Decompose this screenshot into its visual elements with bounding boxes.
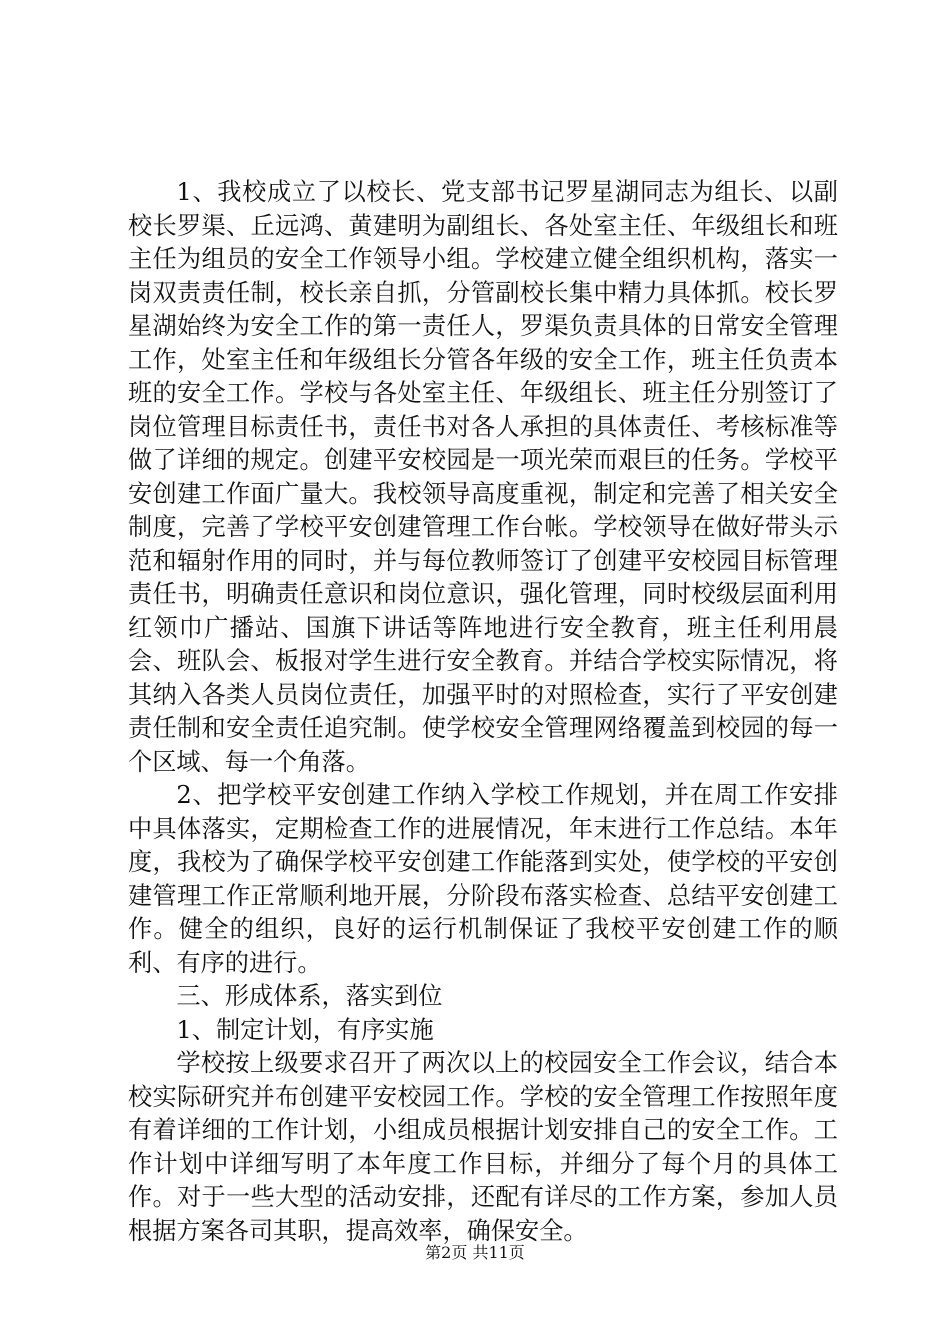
paragraph-work-plan: 2、把学校平安创建工作纳入学校工作规划，并在周工作安排中具体落实，定期检查工作的进展情况，年末进行工作总结。本年度，我校为了确保学校平安创建工作能落到实处，使学校的平安创建管理工作正常顺利地开展，分阶段布落实检查、总结平安创建工作。健全的组织，良好的运行机制保证了我校平安创建工作的顺利、有序的进行。 [128,781,838,977]
paragraph-leadership-group: 1、我校成立了以校长、党支部书记罗星湖同志为组长、以副校长罗渠、丘远鸿、黄建明为副组长、各处室主任、年级组长和班主任为组员的安全工作领导小组。学校建立健全组织机构，落实一岗双责责任制，校长亲自抓，分管副校长集中精力具体抓。校长罗星湖始终为安全工作的第一责任人，罗渠负责具体的日常安全管理工作，处室主任和年级组长分管各年级的安全工作，班主任负责本班的安全工作。学校与各处室主任、年级组长、班主任分别签订了岗位管理目标责任书，责任书对各人承担的具体责任、考核标准等做了详细的规定。创建平安校园是一项光荣而艰巨的任务。学校平安创建工作面广量大。我校领导高度重视，制定和完善了相关安全制度，完善了学校平安创建管理工作台帐。学校领导在做好带头示范和辐射作用的同时，并与每位教师签订了创建平安校园目标管理责任书，明确责任意识和岗位意识，强化管理，同时校级层面利用红领巾广播站、国旗下讲话等阵地进行安全教育，班主任利用晨会、班队会、板报对学生进行安全教育。并结合学校实际情况，将其纳入各类人员岗位责任，加强平时的对照检查，实行了平安创建责任制和安全责任追究制。使学校安全管理网络覆盖到校园的每一个区域、每一个角落。 [128,178,838,776]
section-heading-system: 三、形成体系，落实到位 [176,982,443,1010]
page-number-footer: 第2页 共11页 [425,1243,525,1262]
document-body [128,176,838,1248]
paragraph-safety-meetings: 学校按上级要求召开了两次以上的校园安全工作会议，结合本校实际研究并布创建平安校园工作。学校的安全管理工作按照年度有着详细的工作计划，小组成员根据计划安排自己的安全工作。工作计划中详细写明了本年度工作目标，并细分了每个月的具体工作。对于一些大型的活动安排，还配有详尽的工作方案，参加人员根据方案各司其职，提高效率，确保安全。 [128,1049,838,1245]
subsection-heading-plan: 1、制定计划，有序实施 [176,1015,434,1044]
